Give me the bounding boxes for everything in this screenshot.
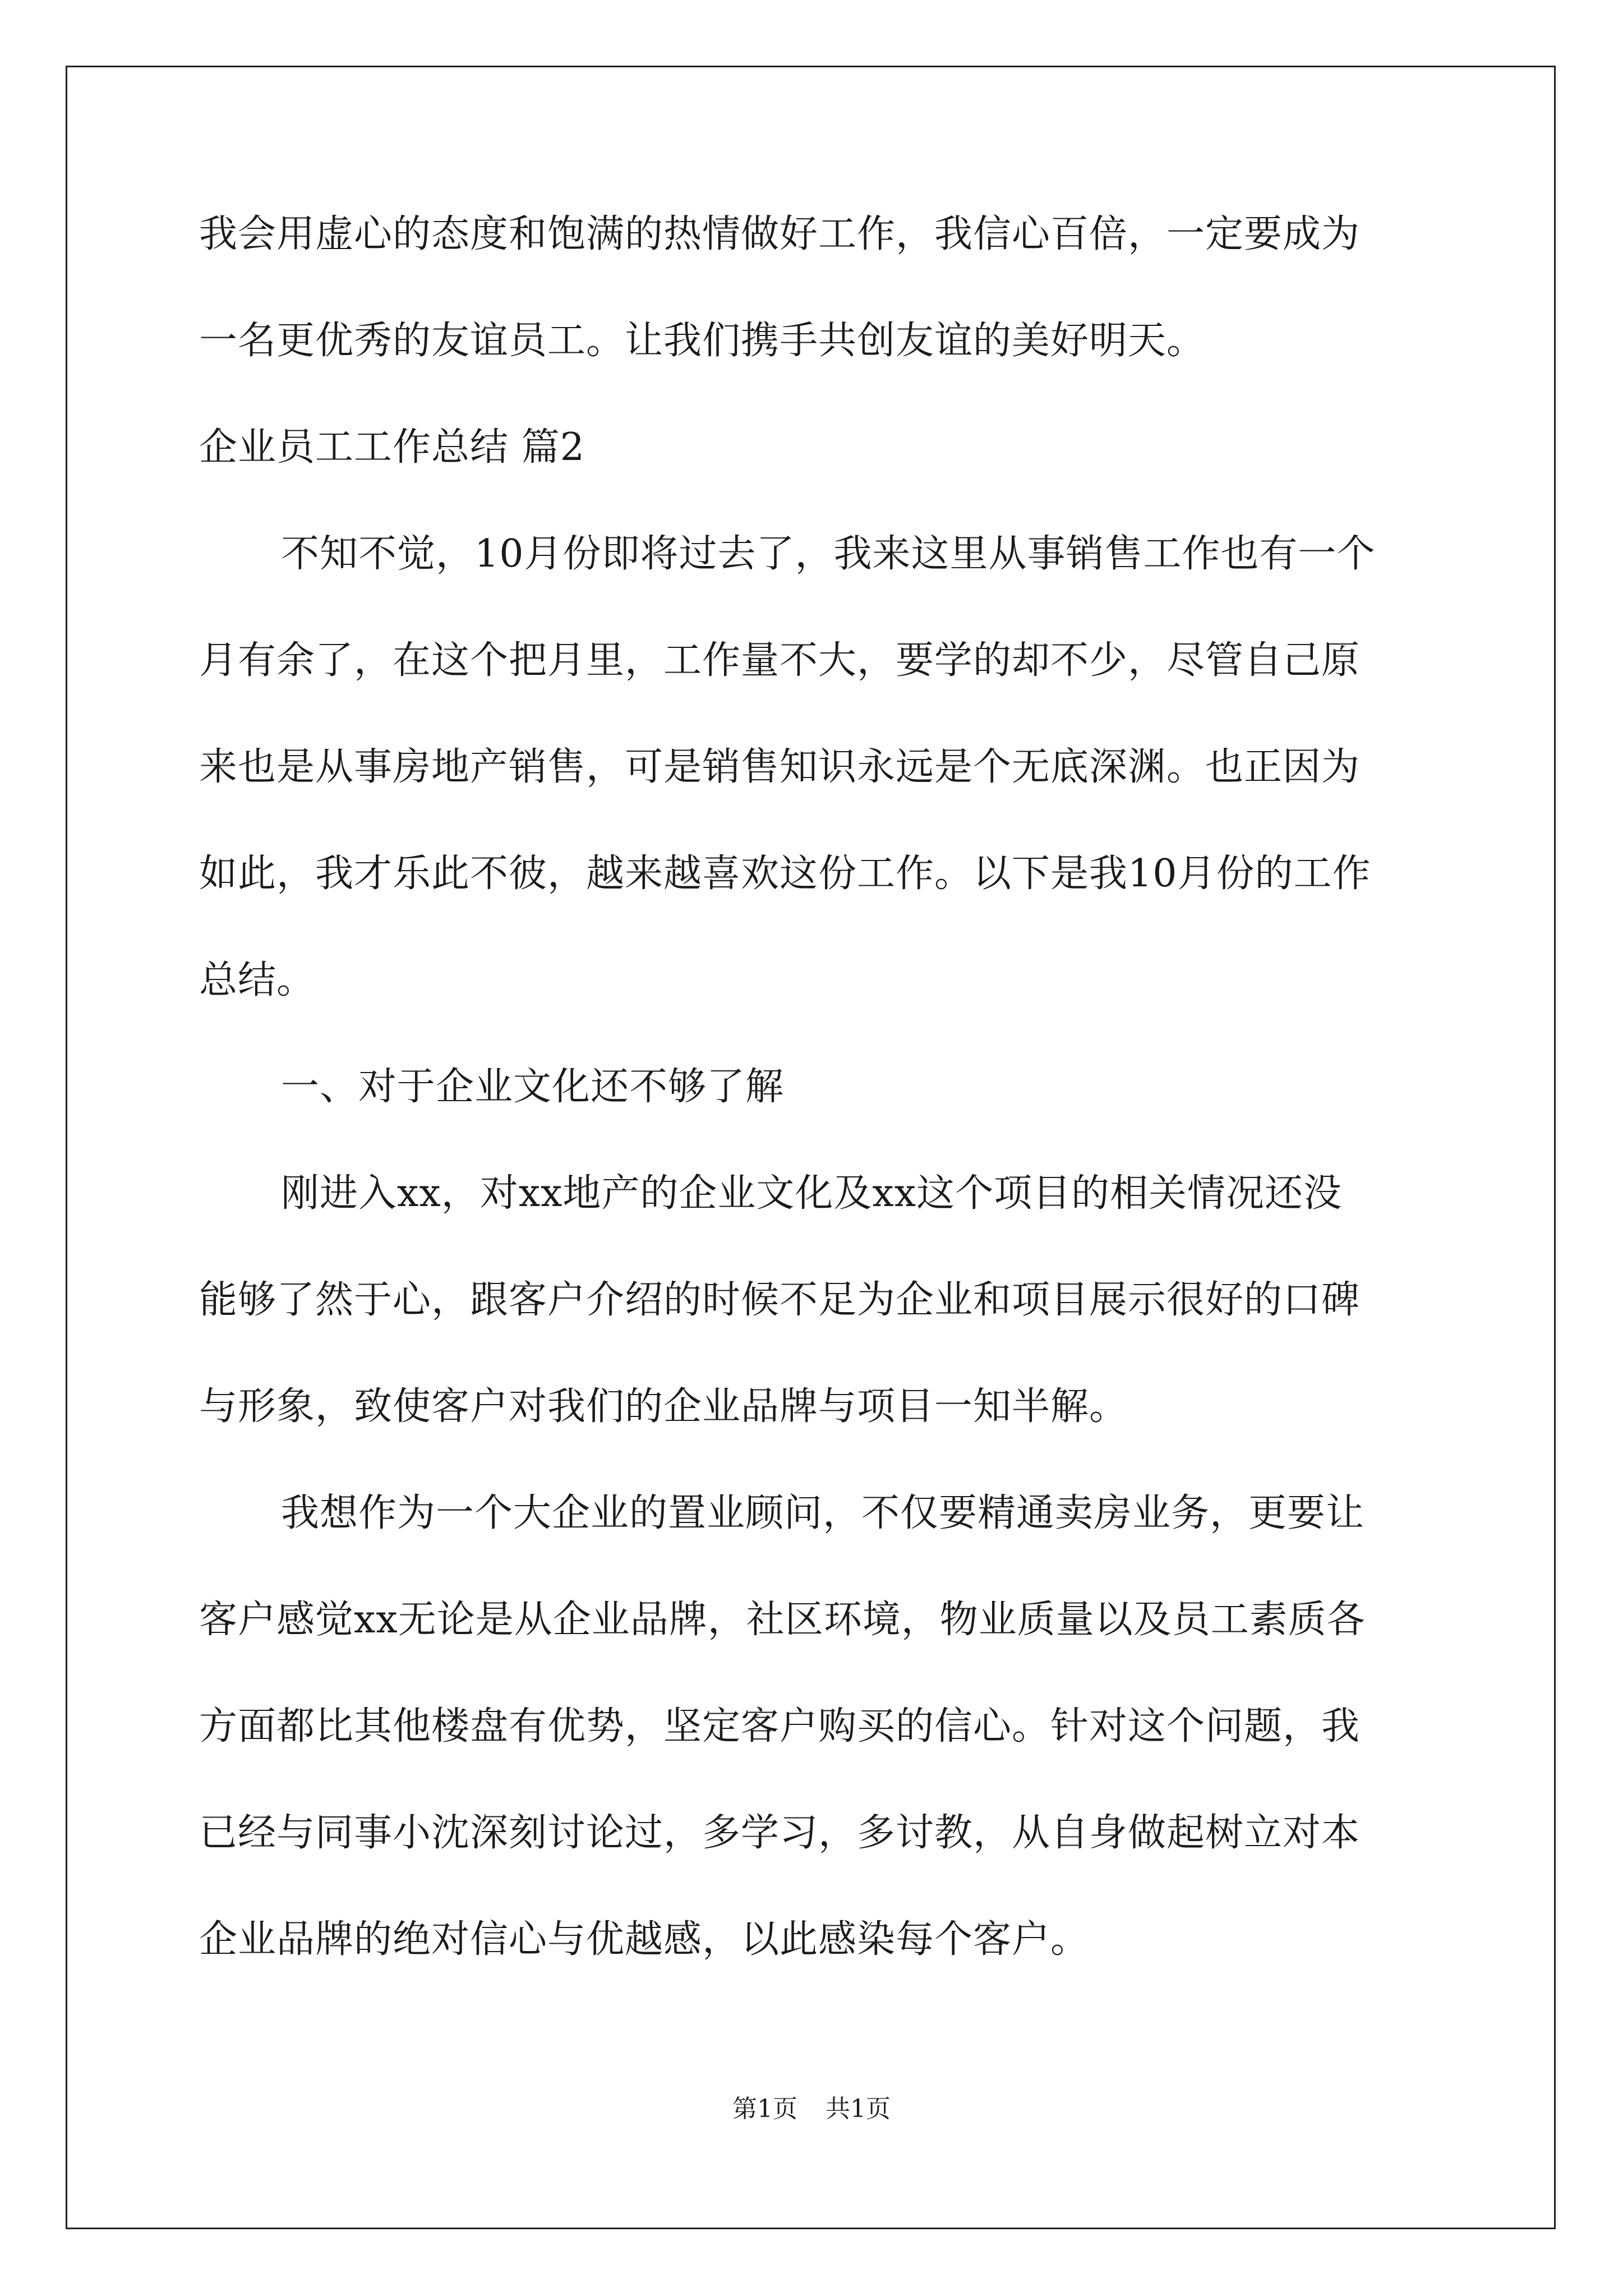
body-text-line: 已经与同事小沈深刻讨论过，多学习，多讨教，从自身做起树立对本	[199, 1811, 1361, 1855]
body-text-line: 月有余了，在这个把月里，工作量不大，要学的却不少，尽管自己原	[199, 638, 1361, 683]
body-text-line: 总结。	[199, 958, 316, 1002]
page-number-current: 第1页	[732, 2095, 797, 2123]
body-text-line: 如此，我才乐此不彼，越来越喜欢这份工作。以下是我10月份的工作	[199, 852, 1371, 896]
subsection-heading: 一、对于企业文化还不够了解	[281, 1065, 785, 1109]
body-text-line: 能够了然于心，跟客户介绍的时候不足为企业和项目展示很好的口碑	[199, 1278, 1361, 1322]
body-text-line: 企业品牌的绝对信心与优越感，以此感染每个客户。	[199, 1917, 1090, 1962]
paragraph-start-line: 不知不觉，10月份即将过去了，我来这里从事销售工作也有一个	[281, 532, 1376, 576]
section-heading: 企业员工工作总结 篇2	[199, 425, 585, 470]
page-footer	[0, 2092, 1623, 2126]
body-text-line: 客户感觉xx无论是从企业品牌，社区环境，物业质量以及员工素质各	[199, 1598, 1366, 1642]
body-text-line: 我会用虚心的态度和饱满的热情做好工作，我信心百倍，一定要成为	[199, 212, 1361, 256]
page-number-total: 共1页	[826, 2095, 891, 2123]
body-text-line: 来也是从事房地产销售，可是销售知识永远是个无底深渊。也正因为	[199, 745, 1361, 789]
document-body	[199, 206, 1427, 2018]
paragraph-start-line: 我想作为一个大企业的置业顾问，不仅要精通卖房业务，更要让	[281, 1491, 1365, 1535]
body-text-line: 与形象，致使客户对我们的企业品牌与项目一知半解。	[199, 1384, 1128, 1429]
body-text-line: 方面都比其他楼盘有优势，坚定客户购买的信心。针对这个问题，我	[199, 1704, 1361, 1749]
paragraph-start-line: 刚进入xx，对xx地产的企业文化及xx这个项目的相关情况还没	[281, 1171, 1343, 1216]
body-text-line: 一名更优秀的友谊员工。让我们携手共创友谊的美好明天。	[199, 319, 1206, 363]
